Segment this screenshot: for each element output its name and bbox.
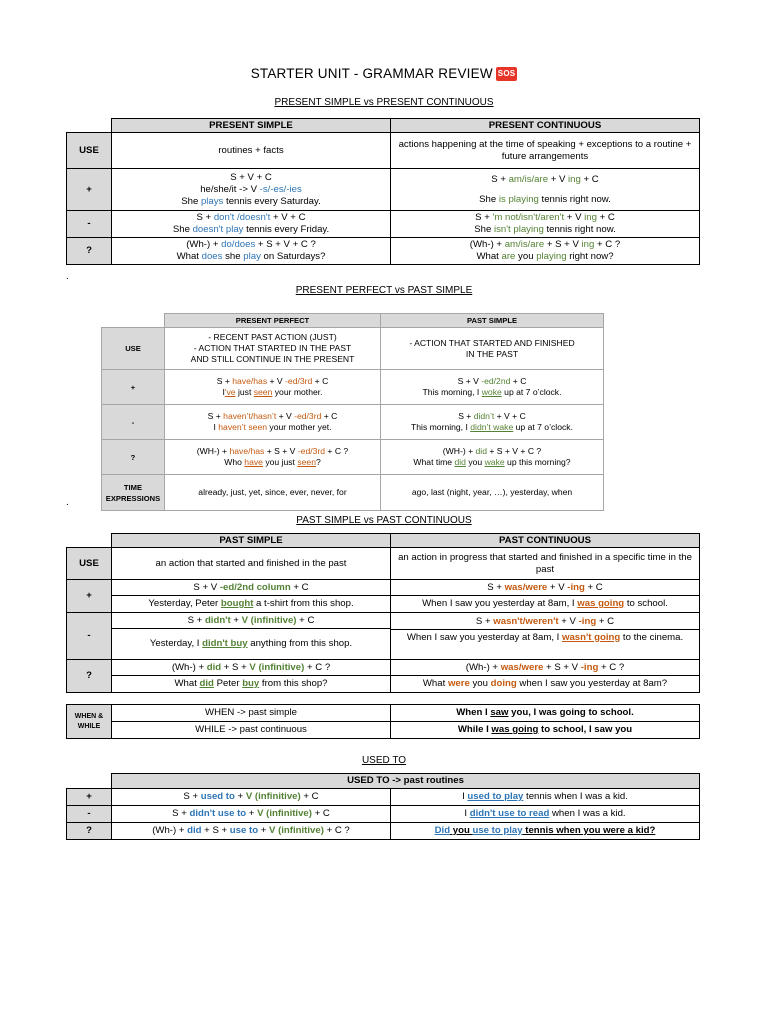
row-label-affirmative: + [102, 370, 165, 405]
column-header-past-simple: PAST SIMPLE [381, 314, 604, 328]
sos-icon: SOS [496, 67, 518, 81]
formula: (Wh-) + was/were + S + V -ing + C ? [465, 662, 625, 673]
example: Yesterday, I didn't buy anything from this shop. [112, 628, 390, 659]
use-present-continuous: actions happening at the time of speaking + exceptions to a routine + future arrangements [391, 133, 700, 169]
page-title [0, 66, 768, 81]
use-line: AND STILL CONTINUE IN THE PRESENT [190, 354, 355, 364]
use-line: - ACTION THAT STARTED IN THE PAST [193, 343, 352, 353]
table-corner [67, 774, 112, 789]
present-continuous-affirmative [391, 169, 700, 211]
use-present-perfect [165, 328, 381, 370]
use-past-continuous: an action in progress that started and finished in a specific time in the past [391, 548, 700, 580]
example: Yesterday, Peter bought a t-shirt from this shop. [112, 595, 390, 612]
past-continuous-question [391, 660, 700, 693]
formula: S + V -ed/2nd + C [457, 376, 527, 386]
row-label-negative: - [67, 806, 112, 823]
past-simple-negative [112, 613, 391, 660]
past-simple-question [381, 440, 604, 475]
example: What are you playing right now? [476, 251, 614, 262]
example: She is playing tennis right now. [479, 193, 611, 205]
present-continuous-question [391, 238, 700, 265]
used-to-affirmative-formula: S + used to + V (infinitive) + C [112, 789, 391, 806]
section-heading-used-to: USED TO [361, 755, 407, 766]
section-heading-present-simple-continuous: PRESENT SIMPLE vs PRESENT CONTINUOUS [274, 97, 494, 108]
formula: (Wh-) + am/is/are + S + V ing + C ? [469, 239, 621, 250]
past-simple-continuous-table [66, 533, 700, 693]
used-to-question-example: Did you use to play tennis when you were a kid? [391, 823, 700, 840]
example: When I saw you yesterday at 8am, I wasn't going to the cinema. [391, 629, 699, 659]
table-corner [102, 314, 165, 328]
formula: S + am/is/are + V ing + C [491, 173, 599, 185]
formula: he/she/it -> V -s/-es/-ies [200, 183, 302, 195]
row-label-question: ? [67, 238, 112, 265]
row-label-affirmative: + [67, 169, 112, 211]
formula: (WH-) + have/has + S + V -ed/3rd + C ? [196, 446, 349, 456]
use-line: IN THE PAST [465, 348, 519, 359]
row-label-affirmative: + [67, 580, 112, 613]
example: This morning, I woke up at 7 o’clock. [422, 387, 562, 397]
use-past-simple: an action that started and finished in the past [112, 548, 391, 580]
present-simple-affirmative [112, 169, 391, 211]
example: Who have you just seen? [224, 457, 321, 467]
present-perfect-past-simple-table [101, 313, 604, 511]
present-simple-continuous-table [66, 118, 700, 265]
row-label-when-while: WHEN & WHILE [67, 705, 112, 739]
use-present-simple: routines + facts [112, 133, 391, 169]
formula: S + was/were + V -ing + C [487, 582, 603, 593]
column-header-past-simple: PAST SIMPLE [112, 534, 391, 548]
used-to-question-formula: (Wh-) + did + S + use to + V (infinitive) + C ? [112, 823, 391, 840]
present-perfect-negative [165, 405, 381, 440]
present-simple-question [112, 238, 391, 265]
use-line: - ACTION THAT STARTED AND FINISHED [409, 337, 575, 348]
example: She plays tennis every Saturday. [181, 195, 321, 207]
past-continuous-affirmative [391, 580, 700, 613]
column-header-past-continuous: PAST CONTINUOUS [391, 534, 700, 548]
formula: S + have/has + V -ed/3rd + C [216, 376, 329, 386]
while-example: While I was going to school, I saw you [391, 722, 700, 739]
formula: S + V -ed/2nd column + C [193, 582, 309, 593]
present-perfect-question [165, 440, 381, 475]
formula: S + don't /doesn't + V + C [196, 212, 306, 223]
column-header-present-continuous: PRESENT CONTINUOUS [391, 119, 700, 133]
stray-dot: . [66, 271, 69, 282]
example: She doesn't play tennis every Friday. [172, 224, 330, 235]
row-label-affirmative: + [67, 789, 112, 806]
when-example: When I saw you, I was going to school. [391, 705, 700, 722]
row-label-use: USE [102, 328, 165, 370]
row-label-time-expressions: TIME EXPRESSIONS [102, 475, 165, 511]
when-while-table [66, 704, 700, 739]
example: What did Peter buy from this shop? [112, 675, 390, 692]
used-to-table [66, 773, 700, 840]
past-simple-affirmative [112, 580, 391, 613]
present-continuous-negative [391, 211, 700, 238]
formula: S + didn't + V (infinitive) + C [187, 615, 315, 626]
formula: S + haven’t/hasn’t + V -ed/3rd + C [207, 411, 338, 421]
example: This morning, I didn’t wake up at 7 o’clock. [411, 422, 573, 432]
formula: S + V + C [230, 171, 272, 183]
column-header-used-to: USED TO -> past routines [112, 774, 700, 789]
when-rule: WHEN -> past simple [112, 705, 391, 722]
used-to-negative-formula: S + didn't use to + V (infinitive) + C [112, 806, 391, 823]
used-to-negative-example: I didn't use to read when I was a kid. [391, 806, 700, 823]
use-line: - RECENT PAST ACTION (JUST) [208, 332, 337, 342]
table-corner [67, 534, 112, 548]
section-heading-present-perfect-past-simple: PRESENT PERFECT vs PAST SIMPLE [295, 285, 473, 296]
row-label-question: ? [67, 660, 112, 693]
row-label-negative: - [67, 211, 112, 238]
use-past-simple [381, 328, 604, 370]
example: What time did you wake up this morning? [413, 457, 571, 467]
row-label-question: ? [102, 440, 165, 475]
formula: S + didn’t + V + C [458, 411, 526, 421]
example: I've just seen your mother. [222, 387, 323, 397]
formula: S + 'm not/isn't/aren't + V ing + C [475, 212, 615, 223]
past-simple-negative [381, 405, 604, 440]
column-header-present-perfect: PRESENT PERFECT [165, 314, 381, 328]
while-rule: WHILE -> past continuous [112, 722, 391, 739]
row-label-negative: - [102, 405, 165, 440]
formula: (WH-) + did + S + V + C ? [442, 446, 542, 456]
past-continuous-negative [391, 613, 700, 660]
row-label-use: USE [67, 133, 112, 169]
title-text: STARTER UNIT - GRAMMAR REVIEW [250, 66, 493, 81]
example: I haven’t seen your mother yet. [213, 422, 332, 432]
past-simple-affirmative [381, 370, 604, 405]
table-corner [67, 119, 112, 133]
past-simple-question [112, 660, 391, 693]
present-perfect-affirmative [165, 370, 381, 405]
formula: S + wasn't/weren't + V -ing + C [475, 615, 615, 627]
row-label-question: ? [67, 823, 112, 840]
used-to-affirmative-example: I used to play tennis when I was a kid. [391, 789, 700, 806]
section-heading-past-simple-continuous: PAST SIMPLE vs PAST CONTINUOUS [296, 515, 472, 526]
time-expressions-past-simple: ago, last (night, year, …), yesterday, when [381, 475, 604, 511]
stray-dot: . [66, 497, 69, 508]
time-expressions-present-perfect: already, just, yet, since, ever, never, for [165, 475, 381, 511]
example: When I saw you yesterday at 8am, I was going to school. [391, 595, 699, 612]
formula: (Wh-) + did + S + V (infinitive) + C ? [171, 662, 331, 673]
formula: (Wh-) + do/does + S + V + C ? [186, 239, 316, 250]
row-label-negative: - [67, 613, 112, 660]
example: What does she play on Saturdays? [176, 251, 326, 262]
row-label-use: USE [67, 548, 112, 580]
example: She isn't playing tennis right now. [474, 224, 616, 235]
column-header-present-simple: PRESENT SIMPLE [112, 119, 391, 133]
example: What were you doing when I saw you yesterday at 8am? [391, 675, 699, 692]
present-simple-negative [112, 211, 391, 238]
